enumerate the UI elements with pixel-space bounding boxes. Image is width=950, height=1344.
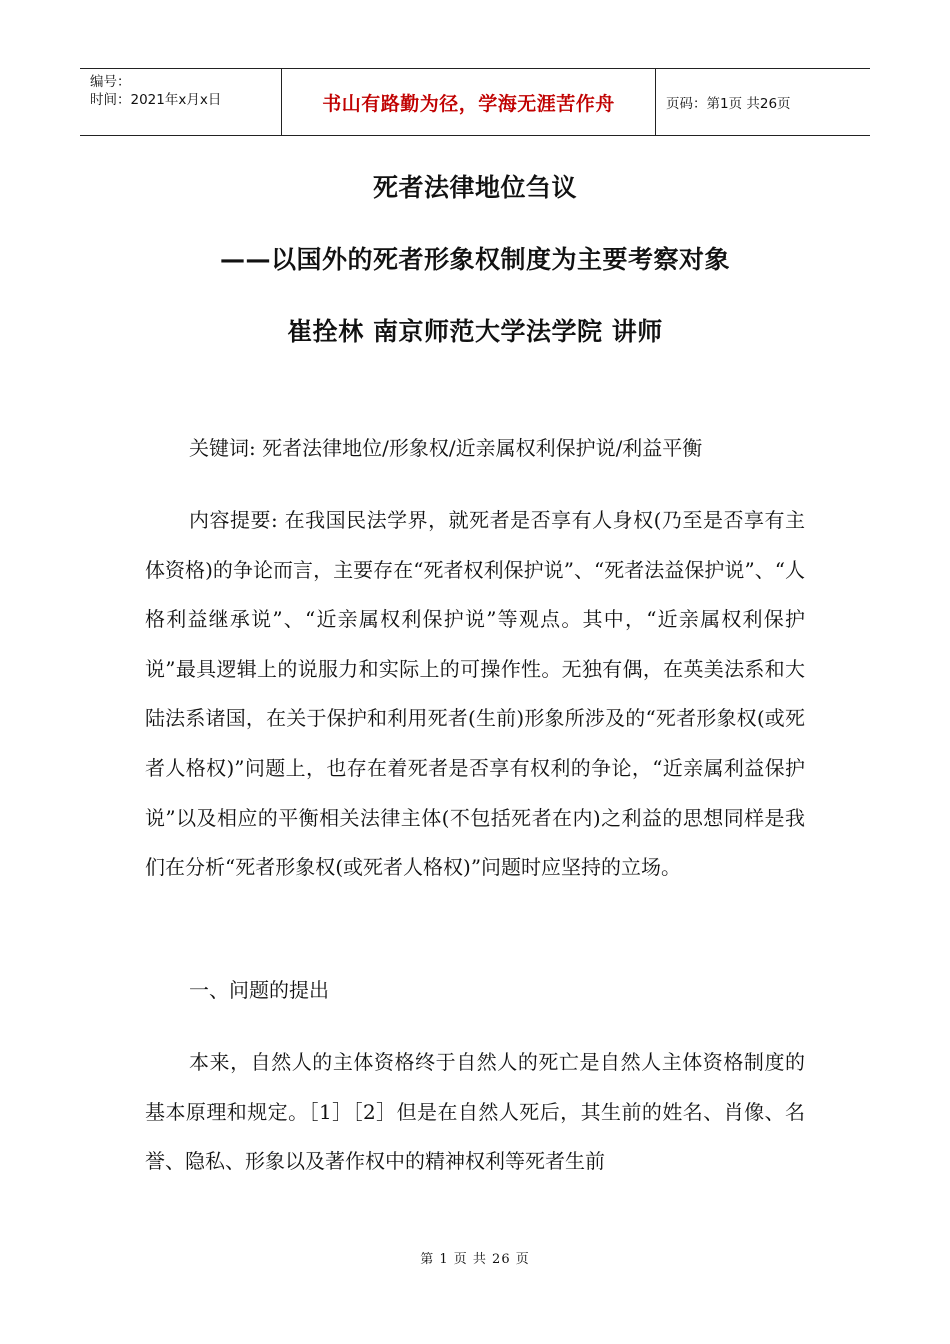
abstract-paragraph: 内容提要: 在我国民法学界，就死者是否享有人身权(乃至是否享有主体资格)的争论而言，主要存在“死者权利保护说”、“死者法益保护说”、“人格利益继承说”、“近亲属权利保护说”等观点。其中，“近亲属权利保护说”最具逻辑上的说服力和实际上的可操作性。无独有偶，在英美法系和大陆法系诸国，在关于保护和利用死者(生前)形象所涉及的“死者形象权(或死者人格权)”问题上，也存在着死者是否享有权利的争论，“近亲属利益保护说”以及相应的平衡相关法律主体(不包括死者在内)之利益的思想同样是我们在分析“死者形象权(或死者人格权)”问题时应坚持的立场。 — [145, 508, 805, 880]
document-author-line: 崔拴林 南京师范大学法学院 讲师 — [287, 317, 663, 346]
document-number-label: 编号： — [90, 74, 131, 90]
body-paragraph: 本来，自然人的主体资格终于自然人的死亡是自然人主体资格制度的基本原理和规定。［1］［2］但是在自然人死后，其生前的姓名、肖像、名誉、隐私、形象以及著作权中的精神权利等死者生前 — [145, 1050, 805, 1174]
header-page-info: 页码：第1页 共26页 — [666, 96, 791, 112]
document-header — [80, 68, 870, 136]
document-time-label: 时间：2021年x月x日 — [90, 92, 222, 108]
page-footer: 第 1 页 共 26 页 — [420, 1252, 530, 1267]
document-title: 死者法律地位刍议 — [372, 173, 577, 202]
header-meta — [80, 69, 282, 135]
header-motto: 书山有路勤为径，学海无涯苦作舟 — [282, 69, 656, 135]
keywords-paragraph: 关键词: 死者法律地位/形象权/近亲属权利保护说/利益平衡 — [189, 436, 703, 460]
section-heading: 一、问题的提出 — [189, 978, 329, 1002]
document-subtitle: ——以国外的死者形象权制度为主要考察对象 — [219, 245, 730, 274]
